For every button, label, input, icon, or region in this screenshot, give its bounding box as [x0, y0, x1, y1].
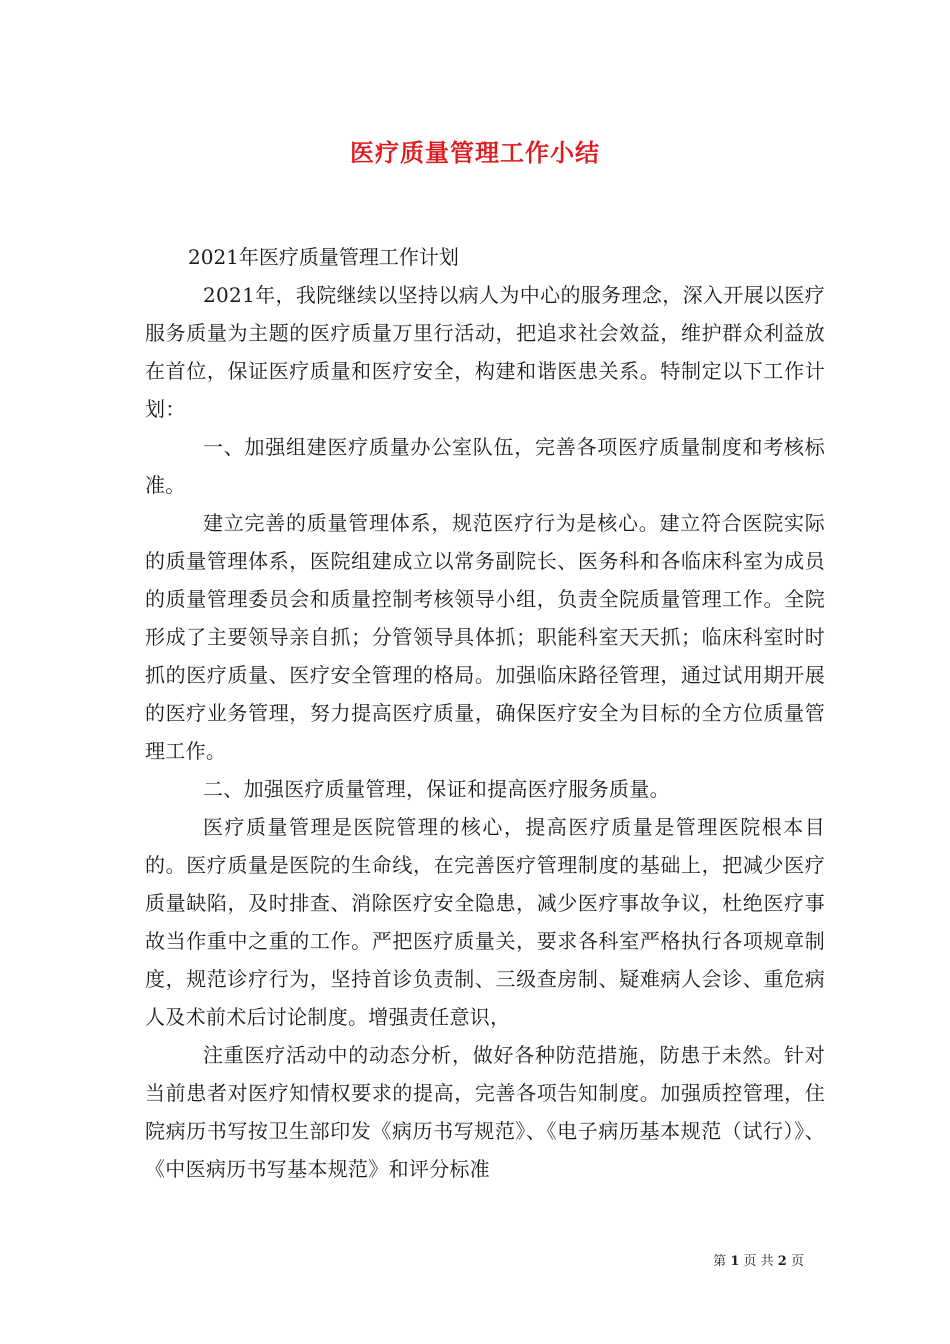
document-subtitle: 2021年医疗质量管理工作计划	[188, 245, 459, 269]
footer-current-page: 1	[730, 1254, 740, 1269]
paragraph-quality-management: 医疗质量管理是医院管理的核心，提高医疗质量是管理医院根本目的。医疗质量是医院的生命线，在完善医疗管理制度的基础上，把减少医疗质量缺陷，及时排查、消除医疗安全隐患，减少医疗事故争议，杜绝医疗事故当作重中之重的工作。严把医疗质量关，要求各科室严格执行各项规章制度，规范诊疗行为，坚持首诊负责制、三级查房制、疑难病人会诊、重危病人及术前术后讨论制度。增强责任意识，	[145, 815, 825, 1029]
page-number-footer	[713, 1250, 804, 1269]
paragraph-dynamic-analysis: 注重医疗活动中的动态分析，做好各种防范措施，防患于未然。针对当前患者对医疗知情权要求的提高，完善各项告知制度。加强质控管理，住院病历书写按卫生部印发《病历书写规范》、《电子病历基本规范（试行）》、《中医病历书写基本规范》和评分标准	[145, 1043, 825, 1181]
footer-prefix: 第	[713, 1254, 727, 1269]
paragraph-section-two-heading: 二、加强医疗质量管理，保证和提高医疗服务质量。	[203, 777, 670, 801]
footer-suffix: 页	[790, 1254, 804, 1269]
paragraph-section-one-heading: 一、加强组建医疗质量办公室队伍，完善各项医疗质量制度和考核标准。	[145, 435, 825, 497]
footer-middle: 页 共	[743, 1254, 774, 1269]
paragraph-quality-system: 建立完善的质量管理体系，规范医疗行为是核心。建立符合医院实际的质量管理体系，医院组建成立以常务副院长、医务科和各临床科室为成员的质量管理委员会和质量控制考核领导小组，负责全院质量管理工作。全院形成了主要领导亲自抓；分管领导具体抓；职能科室天天抓；临床科室时时抓的医疗质量、医疗安全管理的格局。加强临床路径管理，通过试用期开展的医疗业务管理，努力提高医疗质量，确保医疗安全为目标的全方位质量管理工作。	[145, 511, 825, 763]
document-title: 医疗质量管理工作小结	[350, 138, 600, 167]
footer-total-pages: 2	[777, 1254, 787, 1269]
document-body	[145, 238, 825, 1188]
paragraph-intro: 2021年，我院继续以坚持以病人为中心的服务理念，深入开展以医疗服务质量为主题的医疗质量万里行活动，把追求社会效益，维护群众利益放在首位，保证医疗质量和医疗安全，构建和谐医患关系。特制定以下工作计划：	[145, 283, 825, 421]
